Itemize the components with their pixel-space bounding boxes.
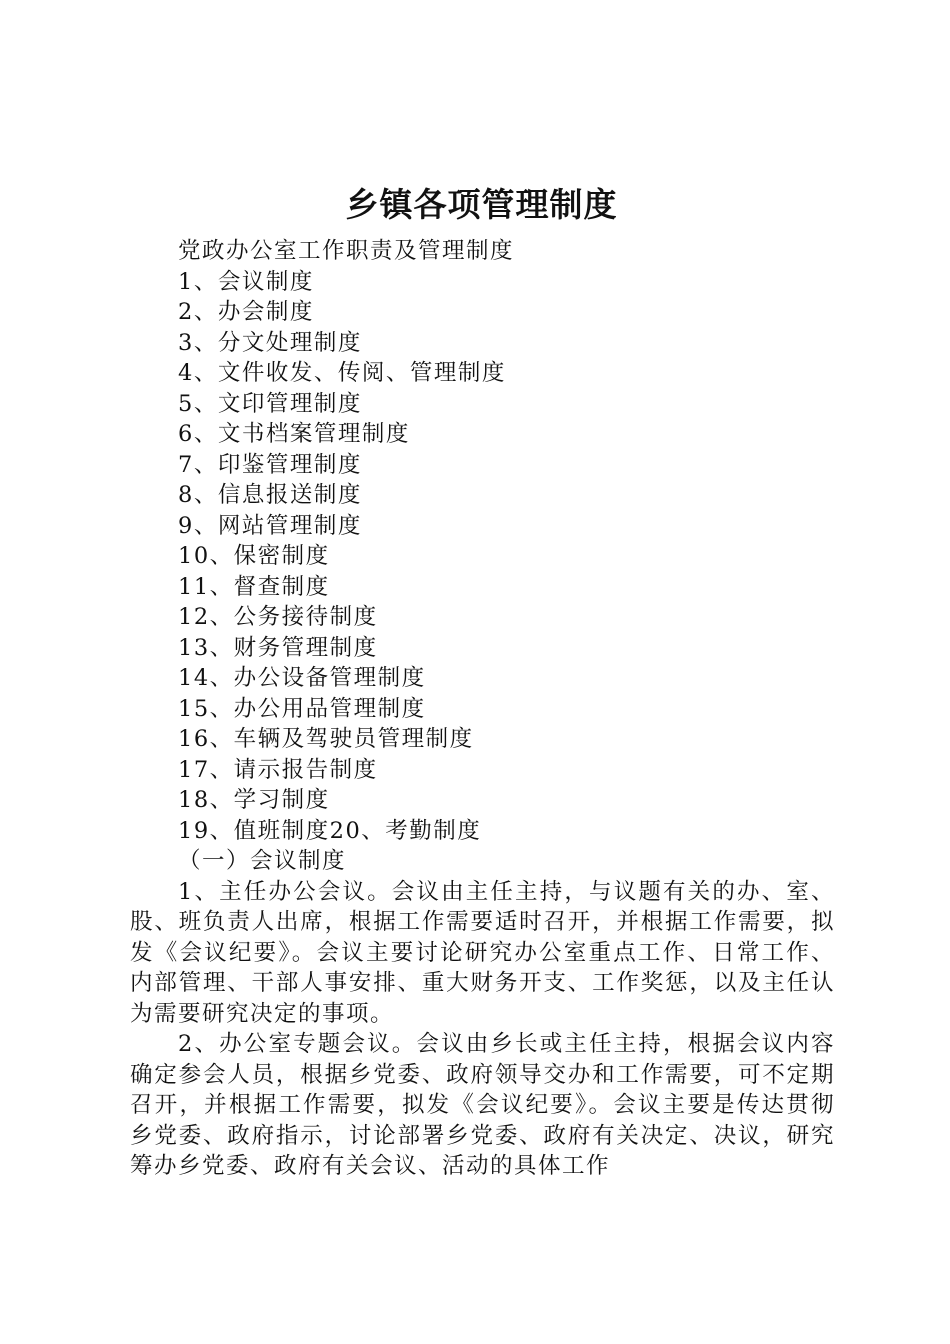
list-item: 2、办会制度 bbox=[178, 299, 314, 325]
list-item: 7、印鉴管理制度 bbox=[178, 451, 362, 478]
list-item: 3、分文处理制度 bbox=[178, 329, 362, 356]
regulation-list bbox=[130, 267, 835, 847]
document-title: 乡镇各项管理制度 bbox=[345, 185, 618, 224]
list-item: 15、办公用品管理制度 bbox=[178, 695, 426, 722]
list-item: 16、车辆及驾驶员管理制度 bbox=[178, 726, 474, 752]
document-body bbox=[130, 236, 835, 1182]
list-item: 1、会议制度 bbox=[178, 268, 314, 295]
list-item: 19、值班制度20、考勤制度 bbox=[178, 817, 482, 844]
list-item: 17、请示报告制度 bbox=[178, 756, 378, 783]
list-item: 8、信息报送制度 bbox=[178, 482, 362, 508]
body-paragraph: 1、主任办公会议。会议由主任主持，与议题有关的办、室、股、班负责人出席，根据工作需要适时召开，并根据工作需要，拟发《会议纪要》。会议主要讨论研究办公室重点工作、日常工作、内部管理、干部人事安排、重大财务开支、工作奖惩，以及主任认为需要研究决定的事项。 bbox=[130, 878, 835, 1027]
list-item: 18、学习制度 bbox=[178, 787, 330, 813]
list-item: 14、办公设备管理制度 bbox=[178, 665, 426, 691]
document-subtitle: 党政办公室工作职责及管理制度 bbox=[178, 238, 515, 264]
list-item: 10、保密制度 bbox=[178, 543, 330, 569]
list-item: 4、文件收发、传阅、管理制度 bbox=[178, 360, 506, 386]
list-item: 5、文印管理制度 bbox=[178, 390, 362, 417]
body-paragraph: 2、办公室专题会议。会议由乡长或主任主持，根据会议内容确定参会人员，根据乡党委、政府领导交办和工作需要，可不定期召开，并根据工作需要，拟发《会议纪要》。会议主要是传达贯彻乡党委、政府指示，讨论部署乡党委、政府有关决定、决议，研究筹办乡党委、政府有关会议、活动的具体工作 bbox=[130, 1031, 835, 1179]
list-item: 12、公务接待制度 bbox=[178, 604, 378, 630]
list-item: 11、督查制度 bbox=[178, 573, 330, 600]
section-heading: （一）会议制度 bbox=[178, 848, 347, 874]
list-item: 6、文书档案管理制度 bbox=[178, 421, 410, 447]
list-item: 9、网站管理制度 bbox=[178, 512, 362, 539]
list-item: 13、财务管理制度 bbox=[178, 634, 378, 661]
